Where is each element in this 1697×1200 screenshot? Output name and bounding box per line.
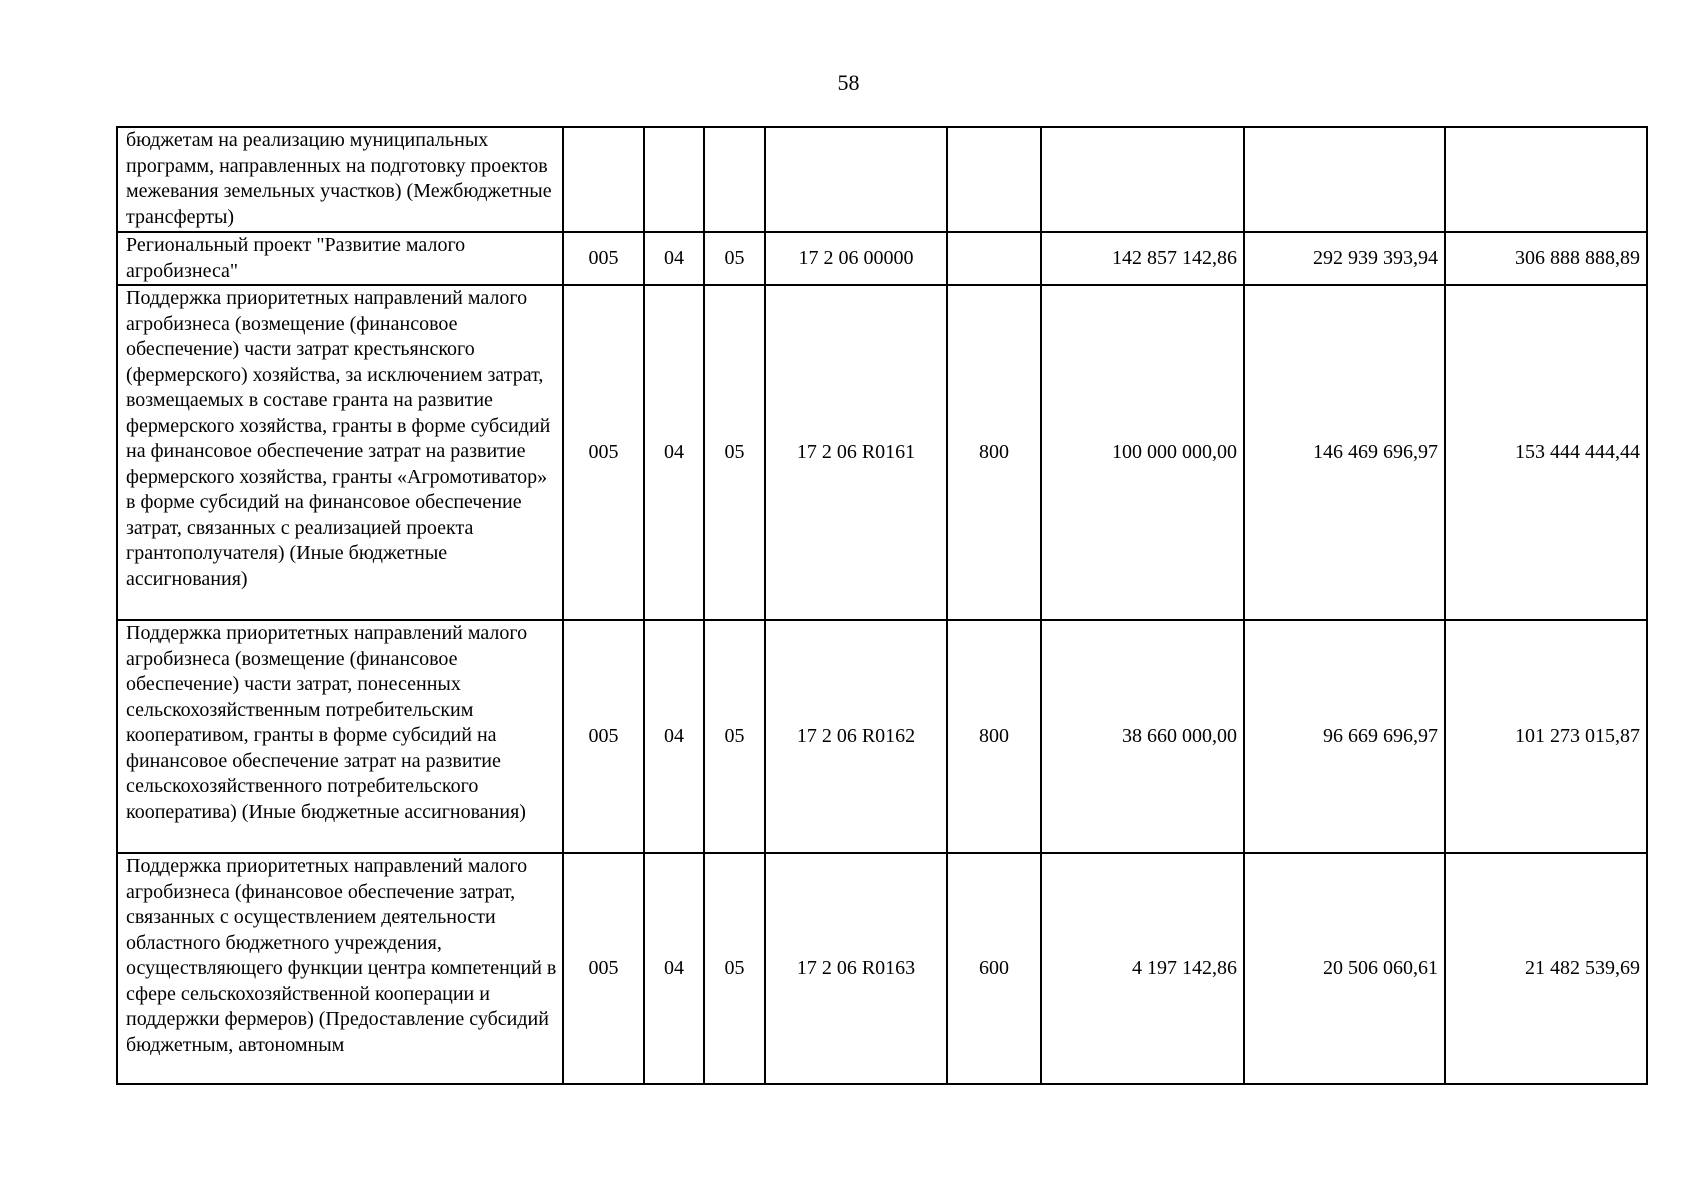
ministry-code-cell — [563, 127, 644, 232]
sum-3-cell: 153 444 444,44 — [1445, 285, 1647, 620]
sum-1-cell: 142 857 142,86 — [1041, 232, 1244, 285]
expense-type-cell — [947, 127, 1041, 232]
sum-2-cell: 20 506 060,61 — [1244, 853, 1445, 1084]
page-number: 58 — [837, 70, 860, 95]
section-code-cell: 04 — [644, 620, 704, 853]
sum-2-cell: 146 469 696,97 — [1244, 285, 1445, 620]
subsection-code-cell: 05 — [704, 232, 765, 285]
expense-name-cell: Поддержка приоритетных направлений малого агробизнеса (финансовое обеспечение затрат, связанных с осуществлением деятельности областного бюджетного учреждения, осуществляющего функции центра компетенций в сфере сельскохозяйственной кооперации и поддержки фермеров) (Предоставление субсидий бюджетным, автономным — [117, 853, 563, 1084]
subsection-code-cell: 05 — [704, 285, 765, 620]
sum-3-cell: 21 482 539,69 — [1445, 853, 1647, 1084]
ministry-code-cell: 005 — [563, 232, 644, 285]
sum-2-cell: 292 939 393,94 — [1244, 232, 1445, 285]
sum-1-cell: 38 660 000,00 — [1041, 620, 1244, 853]
expense-name-cell: Поддержка приоритетных направлений малого агробизнеса (возмещение (финансовое обеспечение) части затрат крестьянского (фермерского) хозяйства, за исключением затрат, возмещаемых в составе гранта на развитие фермерского хозяйства, гранты в форме субсидий на финансовое обеспечение затрат на развитие фермерского хозяйства, гранты «Агромотиватор» в форме субсидий на финансовое обеспечение затрат, связанных с реализацией проекта грантополучателя) (Иные бюджетные ассигнования) — [117, 285, 563, 620]
subsection-code-cell — [704, 127, 765, 232]
sum-3-cell — [1445, 127, 1647, 232]
expense-name-cell: Региональный проект "Развитие малого агробизнеса" — [117, 232, 563, 285]
budget-table — [116, 126, 1648, 1085]
expense-name-cell: Поддержка приоритетных направлений малого агробизнеса (возмещение (финансовое обеспечение) части затрат, понесенных сельскохозяйственным потребительским кооперативом, гранты в форме субсидий на финансовое обеспечение затрат на развитие сельскохозяйственного потребительского кооператива) (Иные бюджетные ассигнования) — [117, 620, 563, 853]
target-article-cell: 17 2 06 R0163 — [765, 853, 947, 1084]
subsection-code-cell: 05 — [704, 853, 765, 1084]
ministry-code-cell: 005 — [563, 620, 644, 853]
sum-2-cell — [1244, 127, 1445, 232]
target-article-cell: 17 2 06 00000 — [765, 232, 947, 285]
table-row — [117, 127, 1647, 232]
sum-2-cell: 96 669 696,97 — [1244, 620, 1445, 853]
section-code-cell: 04 — [644, 853, 704, 1084]
table-row — [117, 853, 1647, 1084]
ministry-code-cell: 005 — [563, 853, 644, 1084]
table-row — [117, 285, 1647, 620]
expense-type-cell: 800 — [947, 285, 1041, 620]
subsection-code-cell: 05 — [704, 620, 765, 853]
expense-type-cell: 600 — [947, 853, 1041, 1084]
expense-name-cell: бюджетам на реализацию муниципальных программ, направленных на подготовку проектов межевания земельных участков) (Межбюджетные трансферты) — [117, 127, 563, 232]
sum-3-cell: 306 888 888,89 — [1445, 232, 1647, 285]
target-article-cell: 17 2 06 R0161 — [765, 285, 947, 620]
sum-1-cell: 4 197 142,86 — [1041, 853, 1244, 1084]
section-code-cell: 04 — [644, 232, 704, 285]
sum-1-cell — [1041, 127, 1244, 232]
section-code-cell: 04 — [644, 285, 704, 620]
sum-3-cell: 101 273 015,87 — [1445, 620, 1647, 853]
table-row — [117, 232, 1647, 285]
table-row — [117, 620, 1647, 853]
expense-type-cell — [947, 232, 1041, 285]
target-article-cell — [765, 127, 947, 232]
expense-type-cell: 800 — [947, 620, 1041, 853]
ministry-code-cell: 005 — [563, 285, 644, 620]
sum-1-cell: 100 000 000,00 — [1041, 285, 1244, 620]
section-code-cell — [644, 127, 704, 232]
target-article-cell: 17 2 06 R0162 — [765, 620, 947, 853]
